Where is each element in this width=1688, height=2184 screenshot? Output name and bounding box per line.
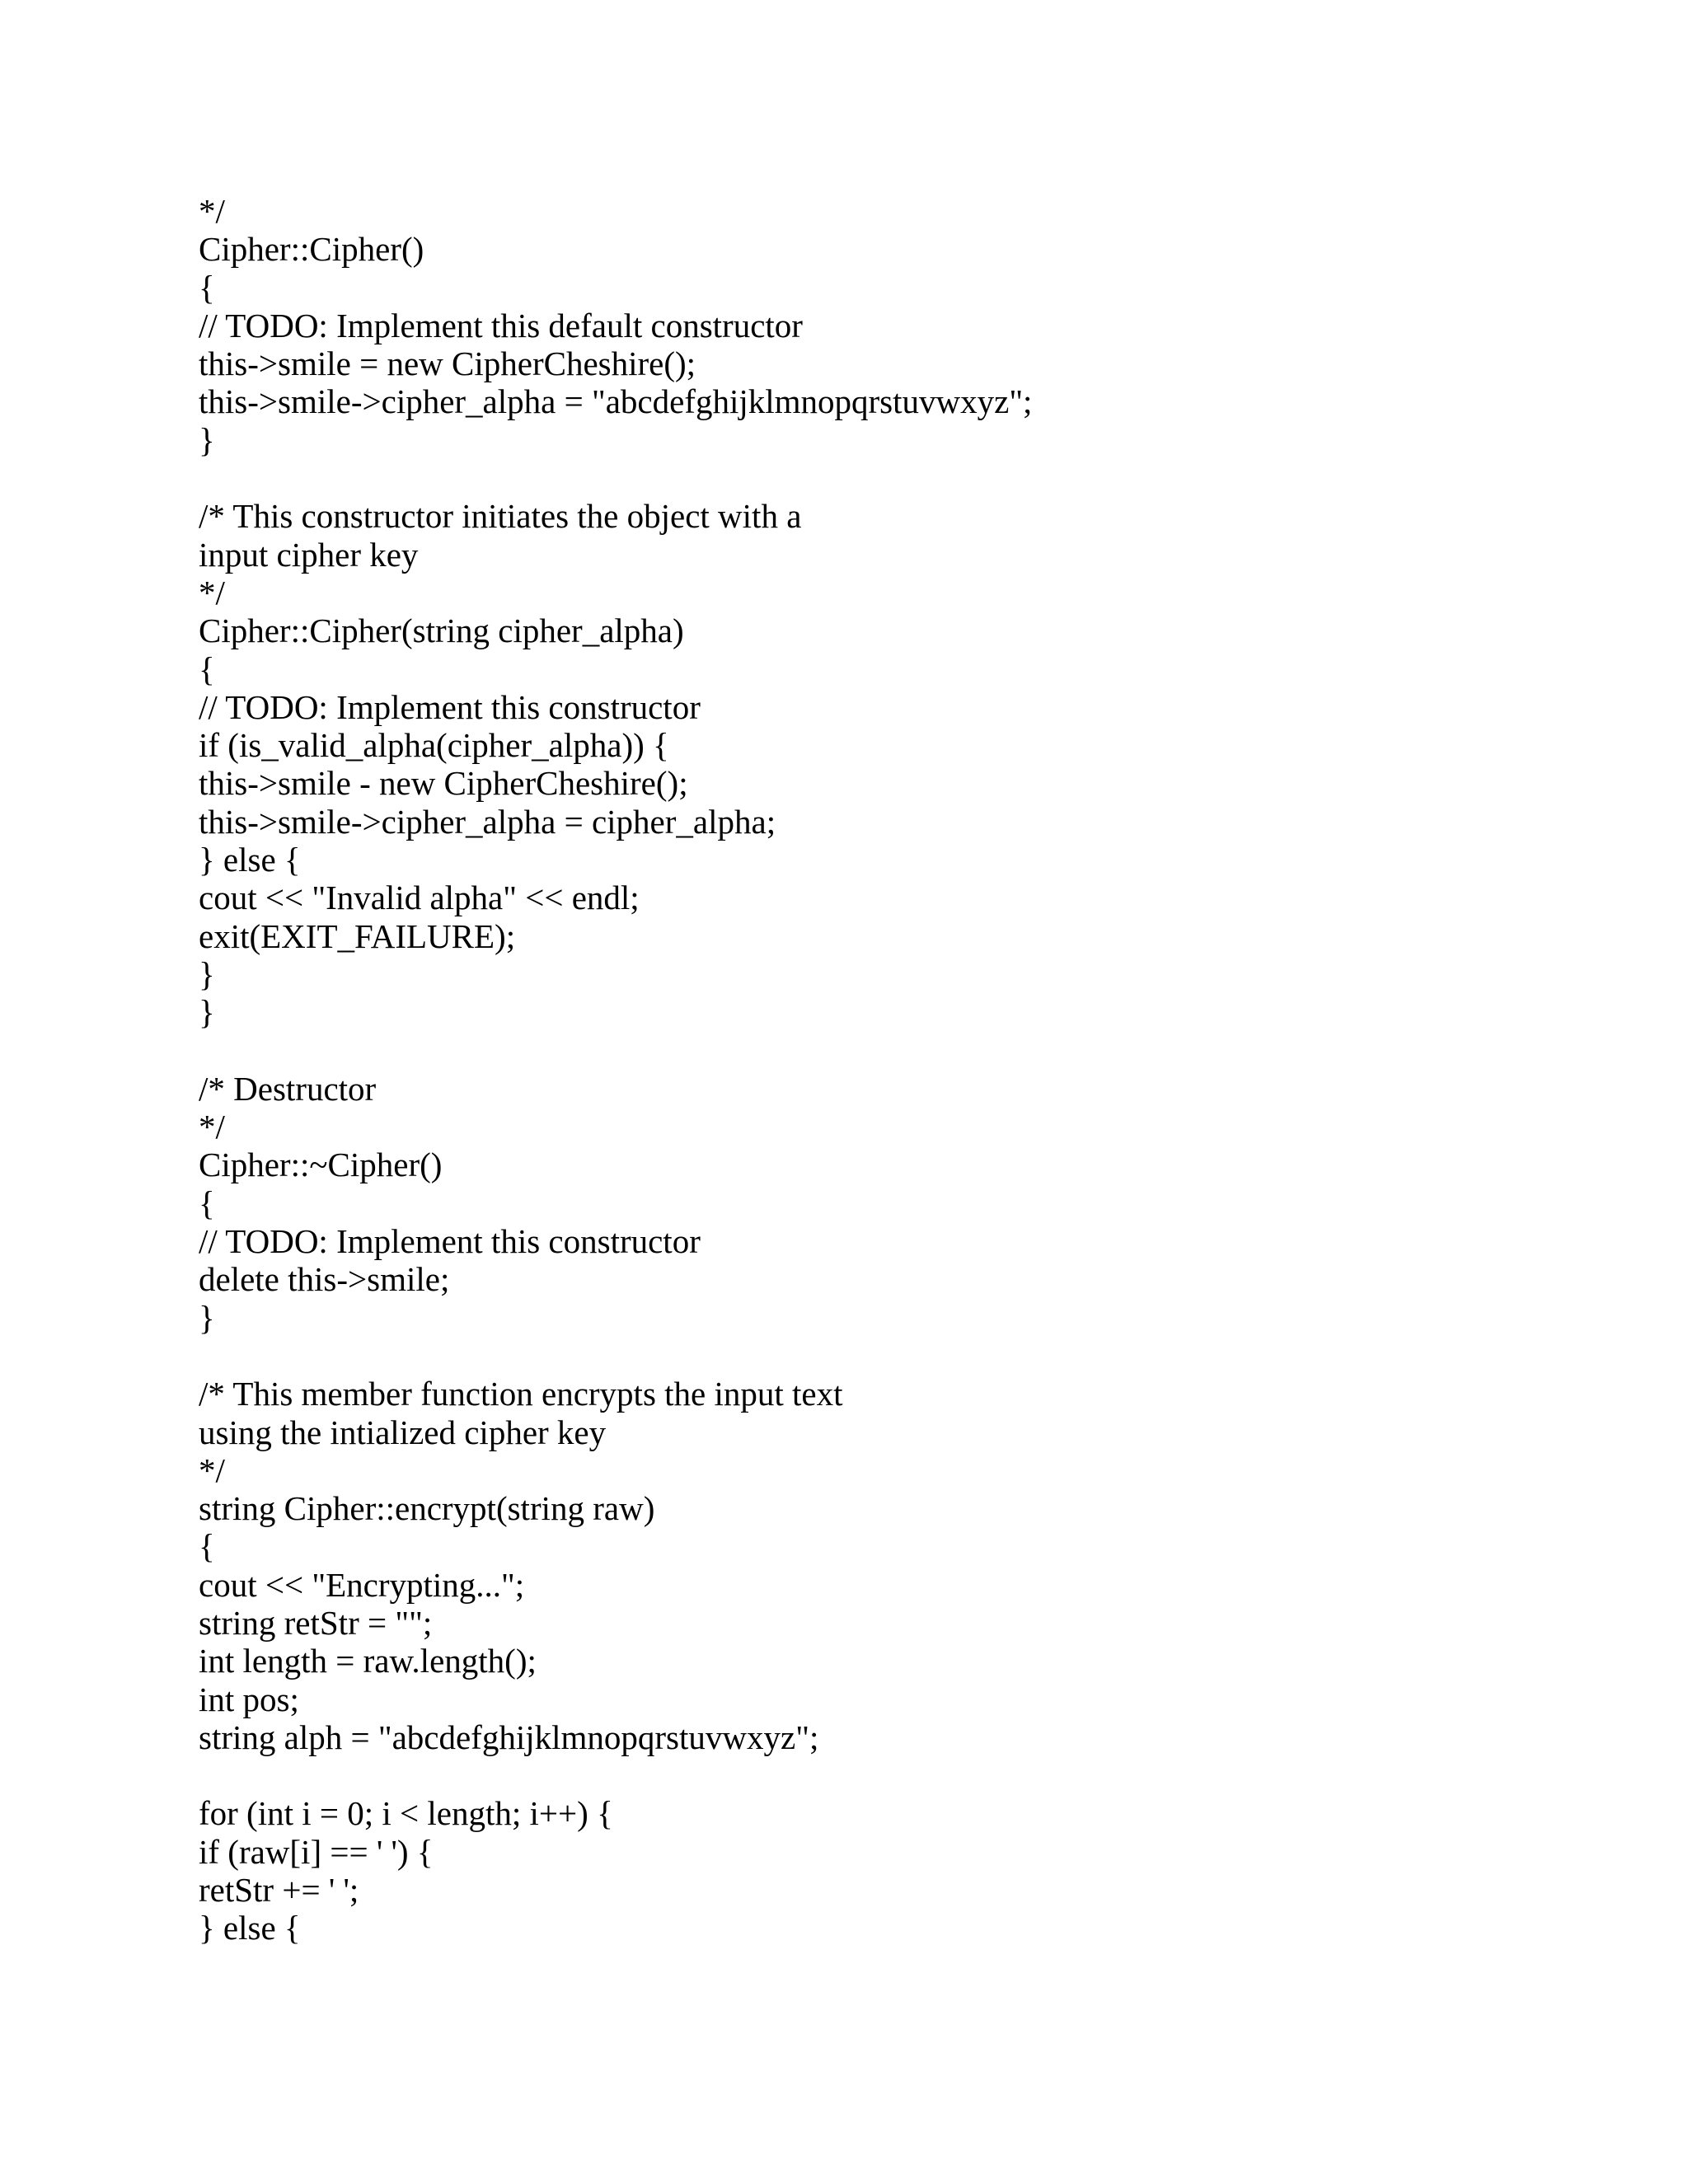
code-line: {	[199, 1183, 215, 1222]
blank-line	[199, 1032, 1032, 1070]
code-line: for (int i = 0; i < length; i++) {	[199, 1794, 613, 1833]
blank-line	[199, 1756, 1032, 1794]
code-line: this->smile = new CipherCheshire();	[199, 344, 696, 383]
code-line: this->smile->cipher_alpha = "abcdefghijklmnopqrstuvwxyz";	[199, 382, 1033, 421]
code-line: Cipher::Cipher()	[199, 230, 424, 269]
code-line: Cipher::Cipher(string cipher_alpha)	[199, 612, 684, 650]
code-line: using the intialized cipher key	[199, 1413, 607, 1451]
code-line: string Cipher::encrypt(string raw)	[199, 1489, 655, 1528]
code-line: {	[199, 1527, 215, 1566]
code-line: int pos;	[199, 1680, 299, 1718]
code-line: } else {	[199, 841, 301, 879]
code-line: string retStr = "";	[199, 1603, 433, 1642]
code-line: /* Destructor	[199, 1069, 377, 1108]
code-line: int length = raw.length();	[199, 1642, 537, 1680]
code-line: this->smile - new CipherCheshire();	[199, 764, 688, 803]
code-listing	[199, 192, 1032, 1947]
code-line: this->smile->cipher_alpha = cipher_alpha;	[199, 802, 776, 841]
code-line: }	[199, 1298, 215, 1337]
blank-line	[199, 459, 1032, 497]
code-line: retStr += ' ';	[199, 1871, 359, 1910]
code-line: /* This member function encrypts the input text	[199, 1375, 843, 1413]
code-line: // TODO: Implement this default constructor	[199, 306, 803, 344]
code-line: string alph = "abcdefghijklmnopqrstuvwxyz";	[199, 1718, 819, 1756]
code-line: // TODO: Implement this constructor	[199, 687, 701, 726]
code-line: // TODO: Implement this constructor	[199, 1222, 701, 1261]
code-line: }	[199, 993, 215, 1032]
code-line: */	[199, 192, 225, 230]
code-line: {	[199, 268, 215, 307]
code-line: cout << "Encrypting...";	[199, 1565, 525, 1604]
code-line: */	[199, 1108, 225, 1146]
code-line: }	[199, 954, 215, 993]
code-line: /* This constructor initiates the object with a	[199, 497, 802, 536]
code-line: cout << "Invalid alpha" << endl;	[199, 879, 640, 917]
code-line: if (raw[i] == ' ') {	[199, 1832, 434, 1871]
code-line: input cipher key	[199, 535, 419, 574]
code-line: if (is_valid_alpha(cipher_alpha)) {	[199, 726, 669, 765]
code-line: }	[199, 420, 215, 459]
code-line: delete this->smile;	[199, 1260, 450, 1299]
code-line: */	[199, 573, 225, 612]
code-line: */	[199, 1451, 225, 1489]
code-line: } else {	[199, 1909, 301, 1947]
code-line: exit(EXIT_FAILURE);	[199, 916, 516, 955]
code-line: {	[199, 649, 215, 688]
code-line: Cipher::~Cipher()	[199, 1146, 443, 1184]
blank-line	[199, 1337, 1032, 1375]
